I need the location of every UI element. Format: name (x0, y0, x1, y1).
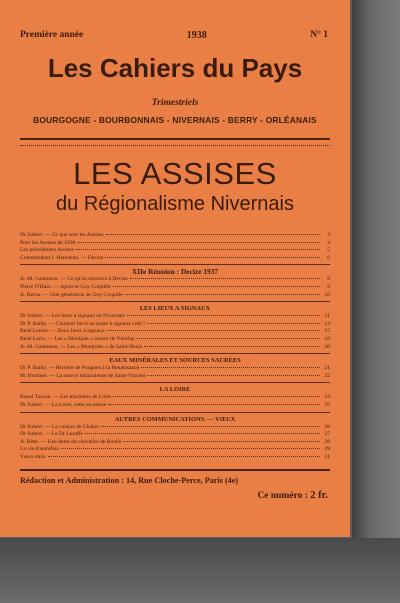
toc-page-number: 24 (324, 394, 330, 401)
toc-page-number: 29 (324, 446, 330, 453)
toc-leader-dots (147, 323, 320, 324)
toc-page-number: 28 (324, 438, 330, 445)
toc-entry-text: A.-M. Gastineau. — Ce qu'on retrouve à Decize (20, 276, 128, 283)
toc-leader-dots (113, 286, 320, 287)
toc-entry (20, 240, 330, 248)
toc-page-number: 21 (324, 365, 330, 372)
toc-intro (20, 232, 330, 262)
toc-leader-dots (61, 448, 320, 449)
toc-entry-text: Dr Subert. — La Loire, cette inconnue (20, 401, 107, 408)
toc-leader-dots (108, 404, 320, 405)
toc-section-3 (20, 365, 330, 380)
toc-section-4 (20, 394, 330, 409)
issue-date: 1938 (186, 30, 207, 41)
page-shadow-right (352, 0, 400, 603)
toc-section-heading: EAUX MINÉRALES ET SOURCES SACRÉES (109, 357, 241, 365)
toc-section-heading: LES LIEUX A SIGNAUX (139, 305, 211, 313)
toc-leader-dots (105, 257, 320, 258)
table-of-contents (20, 232, 330, 461)
price-value: 2 fr. (310, 490, 328, 501)
masthead-title: Les Cahiers du Pays (47, 53, 303, 83)
toc-leader-dots (130, 278, 320, 279)
toc-entry-text: Raoul Toscan. — Les mariniers de Loire (20, 394, 111, 401)
toc-page-number: 22 (324, 372, 330, 379)
toc-leader-dots (101, 426, 320, 427)
toc-leader-dots (125, 294, 320, 295)
price-label: Ce numéro : (257, 491, 308, 501)
toc-entry (20, 402, 330, 410)
toc-entry (20, 292, 330, 300)
toc-entry-text: A. Bitte. — Une lettre du chevalier de Bonlis (20, 438, 122, 445)
toc-leader-dots (113, 396, 320, 397)
toc-page-number: 9 (327, 283, 330, 290)
toc-page-number: 15 (324, 328, 330, 335)
toc-separator (20, 412, 330, 413)
toc-entry-text: Vœux émis (20, 453, 46, 460)
toc-leader-dots (106, 234, 320, 235)
toc-entry (20, 276, 330, 284)
toc-entry-text: Pierre O'Hara. — Après et Guy Coquille (20, 283, 111, 290)
toc-page-number: 14 (324, 320, 330, 327)
toc-leader-dots (48, 456, 320, 457)
footer-rule (20, 469, 330, 471)
toc-entry (20, 344, 330, 352)
toc-entry (20, 336, 330, 344)
main-title: LES ASSISES (73, 156, 277, 191)
price (257, 490, 328, 501)
issue-header (20, 30, 328, 41)
year-label: Première année (20, 30, 84, 40)
toc-entry (20, 439, 330, 447)
redaction-address: Rédaction et Administration : 14, Rue Cloche-Perce, Paris (4e) (20, 476, 239, 485)
toc-entry (20, 394, 330, 402)
issue-number: N° 1 (310, 30, 328, 40)
toc-entry-text: Commandant J. Hanoteau. — Decize (20, 254, 104, 261)
toc-section-5 (20, 424, 330, 462)
toc-section-heading: AUTRES COMMUNICATIONS. — VŒUX (114, 415, 236, 423)
toc-page-number: 27 (324, 431, 330, 438)
toc-separator (20, 301, 330, 302)
toc-page-number: 8 (327, 276, 330, 283)
toc-leader-dots (85, 433, 320, 434)
toc-page-number: 3 (327, 232, 330, 238)
toc-entry (20, 247, 330, 255)
toc-page-number: 10 (324, 291, 330, 298)
toc-entry-text: Dr P. Bailly. — Histoire de Pougues à la Renaissance (20, 365, 140, 372)
toc-leader-dots (141, 367, 320, 368)
toc-entry (20, 232, 330, 240)
toc-entry-text: Dr Subert. — Ce que sont les Assises (20, 232, 104, 238)
toc-page-number: 11 (324, 313, 330, 320)
toc-entry (20, 424, 330, 432)
toc-entry (20, 313, 330, 321)
toc-section-heading: XIIe Réunion : Decize 1937 (131, 267, 219, 277)
toc-page-number: 31 (324, 453, 330, 460)
toc-leader-dots (77, 242, 320, 243)
toc-entry-text: M. Hurmier. — La source miraculeuse de Saint-Vincent (20, 372, 146, 379)
toc-page-number: 20 (324, 343, 330, 350)
toc-page-number: 5 (327, 247, 330, 254)
toc-entry-text: Pour les Assises de 1938 (20, 239, 76, 246)
header-rule (20, 138, 330, 146)
toc-entry (20, 321, 330, 329)
page-shadow-bottom (0, 538, 400, 603)
toc-separator (20, 264, 330, 265)
toc-entry (20, 373, 330, 381)
toc-entry-text: René Lenoir. — Deux lieux à signaux (20, 328, 105, 335)
toc-entry-text: A. Berna. — Une génération de Guy Coquille (20, 291, 123, 298)
toc-leader-dots (107, 330, 320, 331)
toc-entry-text: René Loris. — Les « Montjoie » autour de Vézelay (20, 335, 135, 342)
toc-entry (20, 255, 330, 263)
toc-entry (20, 328, 330, 336)
periodicity: Trimestriels (151, 98, 199, 108)
toc-page-number: 26 (324, 423, 330, 430)
toc-leader-dots (76, 249, 320, 250)
main-subtitle: du Régionalisme Nivernais (56, 193, 294, 215)
toc-leader-dots (137, 338, 320, 339)
toc-entry-text: Dr Subert. — Le Dr Lesaffe (20, 431, 83, 438)
toc-page-number: 4 (327, 239, 330, 246)
toc-entry (20, 365, 330, 373)
toc-entry (20, 431, 330, 439)
toc-leader-dots (147, 375, 320, 376)
toc-entry (20, 446, 330, 454)
toc-section-2 (20, 313, 330, 351)
toc-entry (20, 454, 330, 462)
toc-section-1 (20, 276, 330, 299)
toc-separator (20, 382, 330, 383)
toc-entry-text: Dr P. Bailly. — Clamour fut-il un poste à signaux créé ? (20, 320, 146, 327)
toc-entry-text: Dr Subert. — Les lieux à signaux en Nivernais (20, 313, 125, 320)
toc-separator (20, 353, 330, 354)
toc-page-number: 25 (324, 401, 330, 408)
toc-leader-dots (127, 315, 320, 316)
toc-leader-dots (144, 346, 320, 347)
toc-page-number: 6 (327, 254, 330, 261)
toc-entry (20, 284, 330, 292)
toc-entry-text: Dr Subert. — La cuisine de Chalon (20, 423, 100, 430)
toc-entry-text: La vie d'autrefois (20, 446, 59, 453)
toc-page-number: 16 (324, 335, 330, 342)
toc-entry-text: Les précédentes Assises (20, 247, 74, 254)
toc-leader-dots (123, 441, 320, 442)
regions-line: BOURGOGNE - BOURBONNAIS - NIVERNAIS - BERRY - ORLÉANAIS (33, 115, 317, 125)
toc-section-heading: LA LOIRE (159, 386, 191, 394)
toc-entry-text: A.-M. Gastineau. — Les « Montjoies » de Saint-Denis (20, 343, 143, 350)
